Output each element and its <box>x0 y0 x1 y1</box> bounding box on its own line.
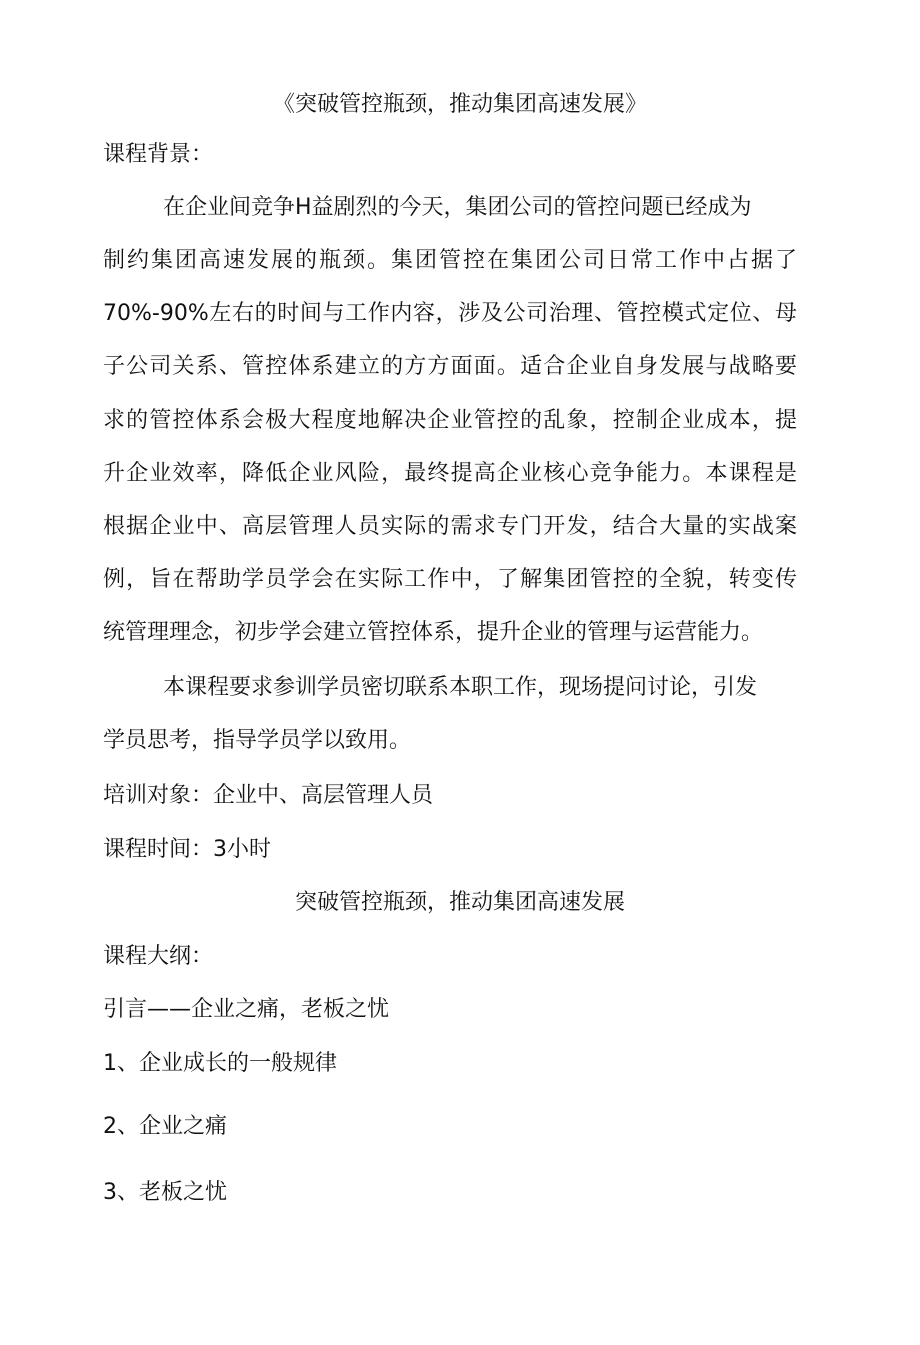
paragraph-line: 统管理理念，初步学会建立管控体系，提升企业的管理与运营能力。 <box>103 620 764 645</box>
paragraph-line: 学员思考，指导学员学以致用。 <box>103 728 412 753</box>
paragraph-line: 例，旨在帮助学员学会在实际工作中，了解集团管控的全貌，转变传 <box>103 567 797 592</box>
outline-title: 突破管控瓶颈，推动集团高速发展 <box>294 890 625 915</box>
paragraph-line: 制约集团高速发展的瓶颈。集团管控在集团公司日常工作中占据了 <box>103 248 797 273</box>
audience-line: 培训对象：企业中、高层管理人员 <box>103 783 434 808</box>
outline-heading: 课程大纲： <box>103 944 214 969</box>
paragraph-line: 求的管控体系会极大程度地解决企业管控的乱象，控制企业成本，提 <box>103 408 797 433</box>
outline-item: 1、企业成长的一般规律 <box>103 1051 337 1076</box>
paragraph-line: 升企业效率，降低企业风险，最终提高企业核心竞争能力。本课程是 <box>103 461 797 486</box>
outline-item: 3、老板之忧 <box>103 1180 227 1205</box>
paragraph-line: 本课程要求参训学员密切联系本职工作，现场提问讨论，引发 <box>163 675 758 700</box>
document-title: 《突破管控瓶颈，推动集团高速发展》 <box>272 92 647 117</box>
paragraph-line: 根据企业中、高层管理人员实际的需求专门开发，结合大量的实战案 <box>103 514 797 539</box>
background-heading: 课程背景： <box>103 142 214 167</box>
duration-line: 课程时间：3小时 <box>103 837 271 862</box>
paragraph-line: 子公司关系、管控体系建立的方方面面。适合企业自身发展与战略要 <box>103 354 797 379</box>
outline-item: 引言——企业之痛，老板之忧 <box>103 997 390 1022</box>
paragraph-line: 在企业间竞争H益剧烈的今天，集团公司的管控问题已经成为 <box>163 195 752 220</box>
outline-item: 2、企业之痛 <box>103 1114 227 1139</box>
paragraph-line: 70%-90%左右的时间与工作内容，涉及公司治理、管控模式定位、母 <box>103 301 797 326</box>
